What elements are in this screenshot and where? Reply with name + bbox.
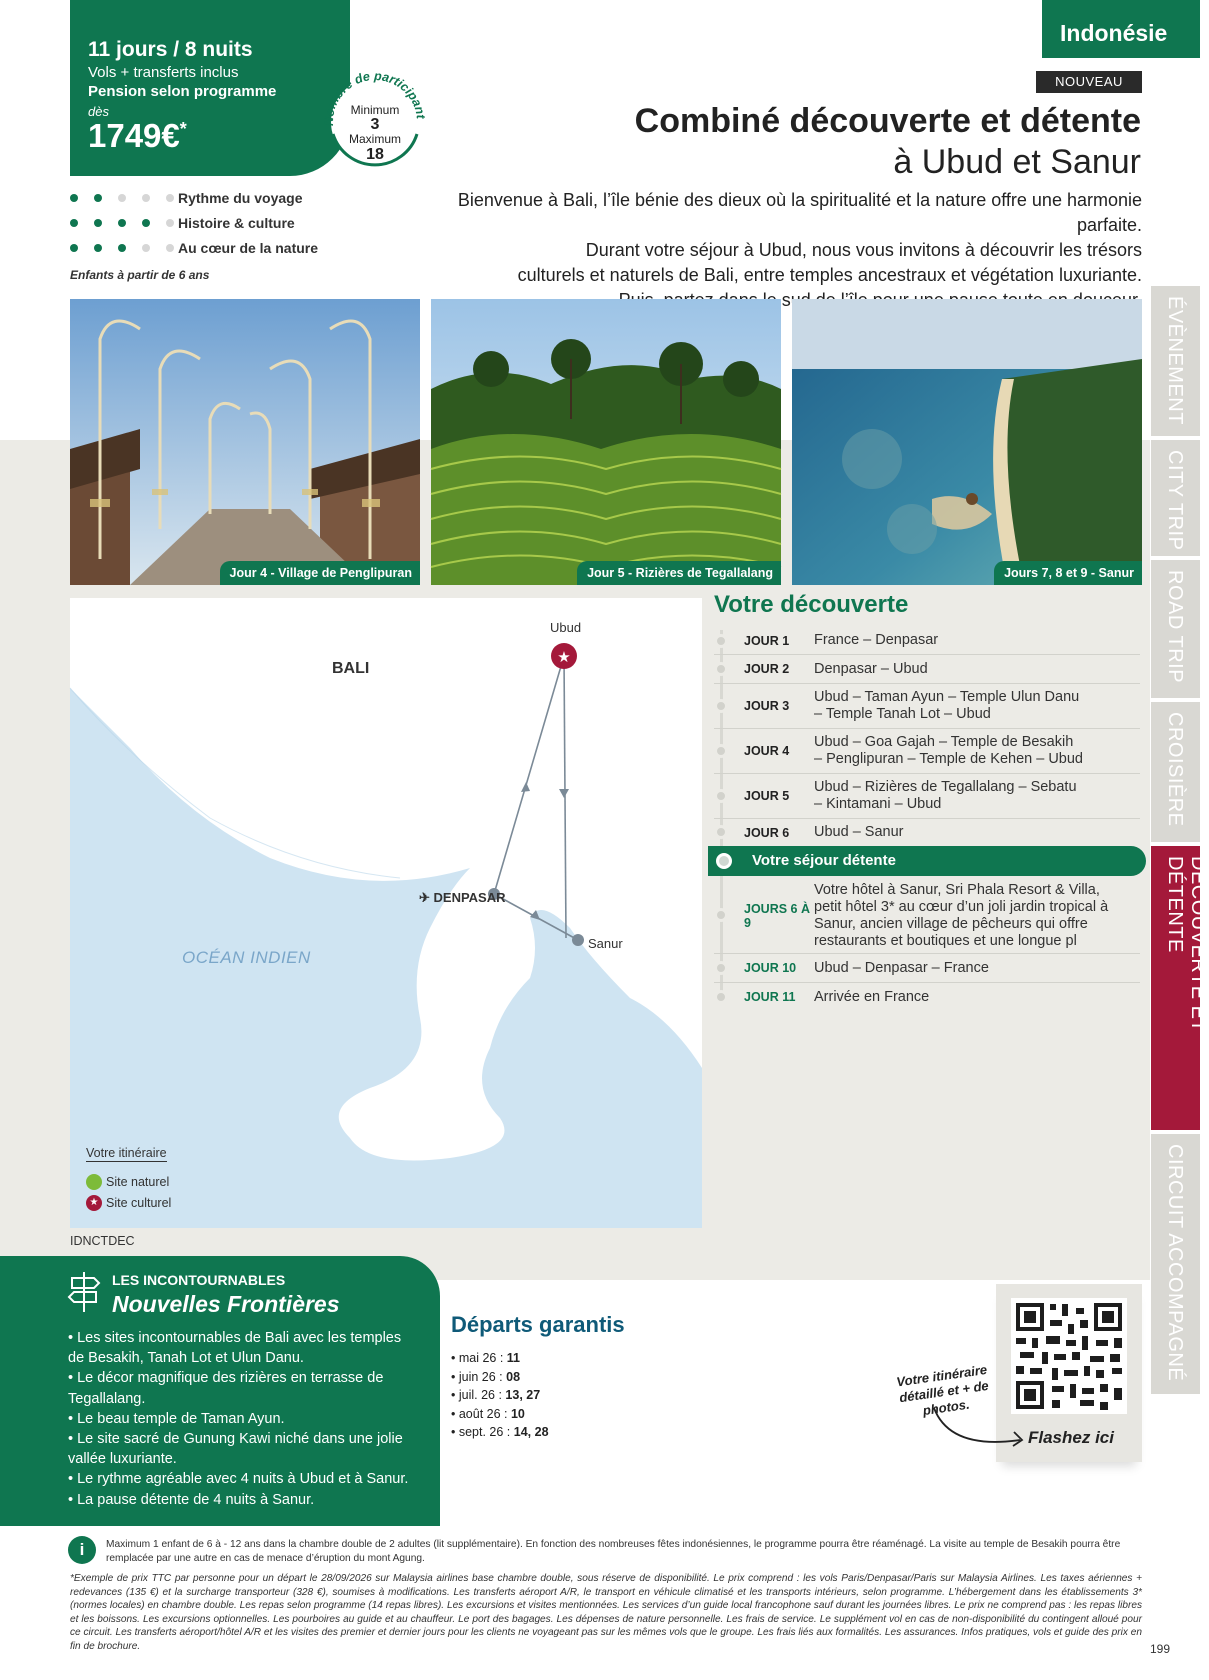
map-city-sanur: Sanur — [588, 936, 623, 951]
list-item: • juin 26 : 08 — [451, 1369, 521, 1384]
page-number: 199 — [1150, 1642, 1171, 1656]
rating-dot-empty — [142, 244, 150, 252]
rating-dots — [70, 244, 178, 252]
participants-min-value: 3 — [370, 116, 380, 133]
photo-sanur — [792, 299, 1142, 585]
rating-dots — [70, 219, 178, 227]
signpost-icon — [68, 1270, 102, 1314]
board-info: Pension selon programme — [88, 83, 277, 100]
itinerary-title: Votre découverte — [714, 591, 909, 618]
itinerary-day: JOUR 11 Arrivée en France — [714, 983, 1140, 1011]
list-item: • mai 26 : 11 — [451, 1351, 521, 1365]
departs-list — [451, 1349, 549, 1442]
page-subtitle: à Ubud et Sanur — [893, 143, 1141, 181]
side-tab-decouverte[interactable]: DÉCOUVERTE ET DÉTENTE — [1151, 846, 1200, 1130]
incontournables-brand: Nouvelles Frontières — [112, 1291, 340, 1317]
map-legend-cultural: ★ Site culturel — [86, 1195, 171, 1211]
leaf-icon — [86, 1174, 102, 1190]
price: 1749€* — [88, 117, 187, 154]
itinerary-day: JOUR 10 Ubud – Denpasar – France — [714, 954, 1140, 983]
rating-dot-empty — [142, 194, 150, 202]
timeline-marker — [716, 853, 732, 869]
rating-row-nature — [70, 237, 318, 259]
list-item: • Le rythme agréable avec 4 nuits à Ubud et à Sanur. — [68, 1471, 409, 1488]
itinerary-day: JOUR 5 Ubud – Rizières de Tegallalang – Sebatu – Kintamani – Ubud — [714, 774, 1140, 819]
photo-caption: Jours 7, 8 et 9 - Sanur — [994, 561, 1142, 585]
itinerary-day: JOUR 4 Ubud – Goa Gajah – Temple de Besakih – Penglipuran – Temple de Kehen – Ubud — [714, 729, 1140, 774]
rating-dot-filled — [70, 244, 78, 252]
route-map — [70, 598, 702, 1228]
rating-label: Histoire & culture — [178, 215, 295, 231]
map-city-ubud: Ubud — [550, 620, 582, 635]
rating-dot-empty — [118, 194, 126, 202]
map-city-denpasar: ✈ DENPASAR — [419, 890, 506, 905]
trip-code: IDNCTDEC — [70, 1234, 135, 1248]
itinerary-day: JOUR 1 France – Denpasar — [714, 627, 1140, 655]
participants-badge — [315, 60, 435, 180]
incontournables-kicker: LES INCONTOURNABLES — [112, 1272, 286, 1288]
qr-note: Votre itinéraire détaillé et + de photos. — [895, 1361, 990, 1419]
rating-dots — [70, 194, 178, 202]
side-tab-evenement[interactable]: ÉVÈNEMENT — [1151, 286, 1200, 436]
departs-title: Départs garantis — [451, 1312, 625, 1337]
new-badge: NOUVEAU — [1036, 71, 1142, 93]
map-ocean-label: OCÉAN INDIEN — [182, 948, 311, 967]
timeline-marker — [714, 990, 728, 1004]
participants-max-label: Maximum — [348, 132, 402, 146]
list-item: • Le décor magnifique des rizières en terrasse de Tegallalang. — [68, 1370, 384, 1407]
rating-dot-empty — [166, 244, 174, 252]
rating-row-history — [70, 212, 295, 234]
rating-dot-filled — [142, 219, 150, 227]
rating-dot-empty — [166, 219, 174, 227]
list-item: • août 26 : 10 — [451, 1406, 525, 1421]
participants-max-value: 18 — [366, 146, 384, 163]
fine-print: *Exemple de prix TTC par personne pour un départ le 28/09/2026 sur Malaysia airlines base chambre double, sous réserve de disponibilité. Le prix comprend : les vols Paris/Denpasar/Paris sur Malaysia Airlines. Les taxes aériennes + redevances (135 €) et la surcharge transporteur (328 €), soumises à modifications. Les transferts aéroport A/R, le transport en véhicule climatisé et les transports intérieurs, selon programme. L’hébergement dans les établissements 3* (normes locales) en chambre double. Les repas selon programme (14 repas libres). Les excursions et visites mentionnées. Les services d’un guide local francophone sauf durant les journées libres. Le prix ne comprend pas : les repas libres et les boissons. Les excursions optionnelles. Les pourboires au guide et au chauffeur. Le port des bagages. Les dépenses de nature personnelle. Les frais de service. Le supplément vol en cas de non-disponibilité du contingent alloué pour ce circuit. Les transferts aéroport/hôtel A/R et les visites des premier et dernier jours pour les clients ne voyageant pas sur les mêmes vols que le groupe. Les frais liés aux formalités. Les assurances. Infos pratiques, vols et guide des prix en fin de brochure. — [70, 1573, 1142, 1652]
itinerary-day: JOUR 3 Ubud – Taman Ayun – Temple Ulun Danu – Temple Tanah Lot – Ubud — [714, 684, 1140, 729]
photo-caption: Jour 5 - Rizières de Tegallalang — [577, 561, 781, 585]
price-box — [70, 0, 350, 176]
price-from-label: dès — [88, 104, 109, 119]
children-note: Enfants à partir de 6 ans — [70, 268, 210, 282]
rating-row-rhythm — [70, 187, 302, 209]
itinerary-day: JOUR 2 Denpasar – Ubud — [714, 655, 1140, 684]
photo-tegallalang — [431, 299, 781, 585]
trip-duration: 11 jours / 8 nuits — [88, 38, 253, 61]
list-item: • juil. 26 : 13, 27 — [451, 1388, 541, 1402]
photo-caption: Jour 4 - Village de Penglipuran — [220, 561, 420, 585]
rating-dot-filled — [94, 244, 102, 252]
timeline-marker — [714, 699, 728, 713]
rating-dot-empty — [166, 194, 174, 202]
arrow-icon — [930, 1400, 1040, 1460]
country-tab[interactable]: Indonésie — [1042, 0, 1200, 58]
side-tab-circuit[interactable]: CIRCUIT ACCOMPAGNÉ — [1151, 1134, 1200, 1394]
itinerary-day: JOURS 6 À 9 Votre hôtel à Sanur, Sri Phala Resort & Villa, petit hôtel 3* au cœur d’un joli jardin tropical à Sanur, ancien village de pêcheurs qui offre restaurants et boutiques et une longue pl — [714, 878, 1140, 954]
incontournables-list — [68, 1328, 418, 1510]
star-icon: ★ — [86, 1195, 102, 1211]
photo-penglipuran — [70, 299, 420, 585]
rating-dot-filled — [70, 194, 78, 202]
timeline-marker — [714, 744, 728, 758]
rating-dot-filled — [70, 219, 78, 227]
rating-label: Au cœur de la nature — [178, 240, 319, 256]
sejour-detente-bar: Votre séjour détente — [708, 846, 1146, 876]
timeline-marker — [714, 662, 728, 676]
rating-dot-filled — [118, 219, 126, 227]
list-item: • Le site sacré de Gunung Kawi niché dans une jolie vallée luxuriante. — [68, 1431, 403, 1468]
timeline-marker — [714, 908, 728, 922]
list-item: • Le beau temple de Taman Ayun. — [68, 1410, 285, 1427]
side-tab-city-trip[interactable]: CITY TRIP — [1151, 440, 1200, 556]
timeline-marker — [714, 634, 728, 648]
page-title: Combiné découverte et détente — [634, 102, 1141, 140]
participants-min-label: Minimum — [350, 103, 400, 117]
flights-included: Vols + transferts inclus — [88, 64, 239, 81]
intro-text: Bienvenue à Bali, l’île bénie des dieux où la spiritualité et la nature offre une harmonie parfaite. Durant votre séjour à Ubud, nous vous invitons à découvrir les trésors culturels et naturels de Bali, entre temples ancestraux et végétation luxuriante. — [457, 190, 1142, 285]
list-item: • sept. 26 : 14, 28 — [451, 1425, 549, 1439]
participants-arc-label: Nombre de participant — [321, 68, 428, 127]
qr-flash-label: Flashez ici — [1028, 1428, 1114, 1447]
timeline-marker — [714, 961, 728, 975]
timeline-marker — [714, 789, 728, 803]
rating-dot-filled — [118, 244, 126, 252]
side-tab-road-trip[interactable]: ROAD TRIP — [1151, 560, 1200, 698]
timeline-marker — [714, 825, 728, 839]
info-icon: i — [68, 1536, 96, 1564]
info-note: Maximum 1 enfant de 6 à - 12 ans dans la chambre double de 2 adultes (lit supplémentaire). En fonction des nombreuses fêtes indonésiennes, le programme pourra être réaménagé. La visite au temple de Besakih pourra être remplacée par une autre en cas de menace d’éruption du mont Agung. — [106, 1539, 1121, 1564]
list-item: • Les sites incontournables de Bali avec les temples de Besakih, Tanah Lot et Ulun Danu. — [68, 1330, 402, 1367]
svg-text:★: ★ — [557, 648, 571, 666]
rating-dot-filled — [94, 219, 102, 227]
map-island-label: BALI — [332, 660, 370, 677]
rating-dot-filled — [94, 194, 102, 202]
list-item: • La pause détente de 4 nuits à Sanur. — [68, 1491, 315, 1508]
map-legend-title: Votre itinéraire — [86, 1146, 167, 1160]
rating-label: Rythme du voyage — [178, 190, 303, 206]
side-tab-croisiere[interactable]: CROISIÈRE — [1151, 702, 1200, 842]
itinerary-day: JOUR 6 Ubud – Sanur — [714, 819, 1140, 846]
map-legend-natural: Site naturel — [86, 1174, 169, 1190]
